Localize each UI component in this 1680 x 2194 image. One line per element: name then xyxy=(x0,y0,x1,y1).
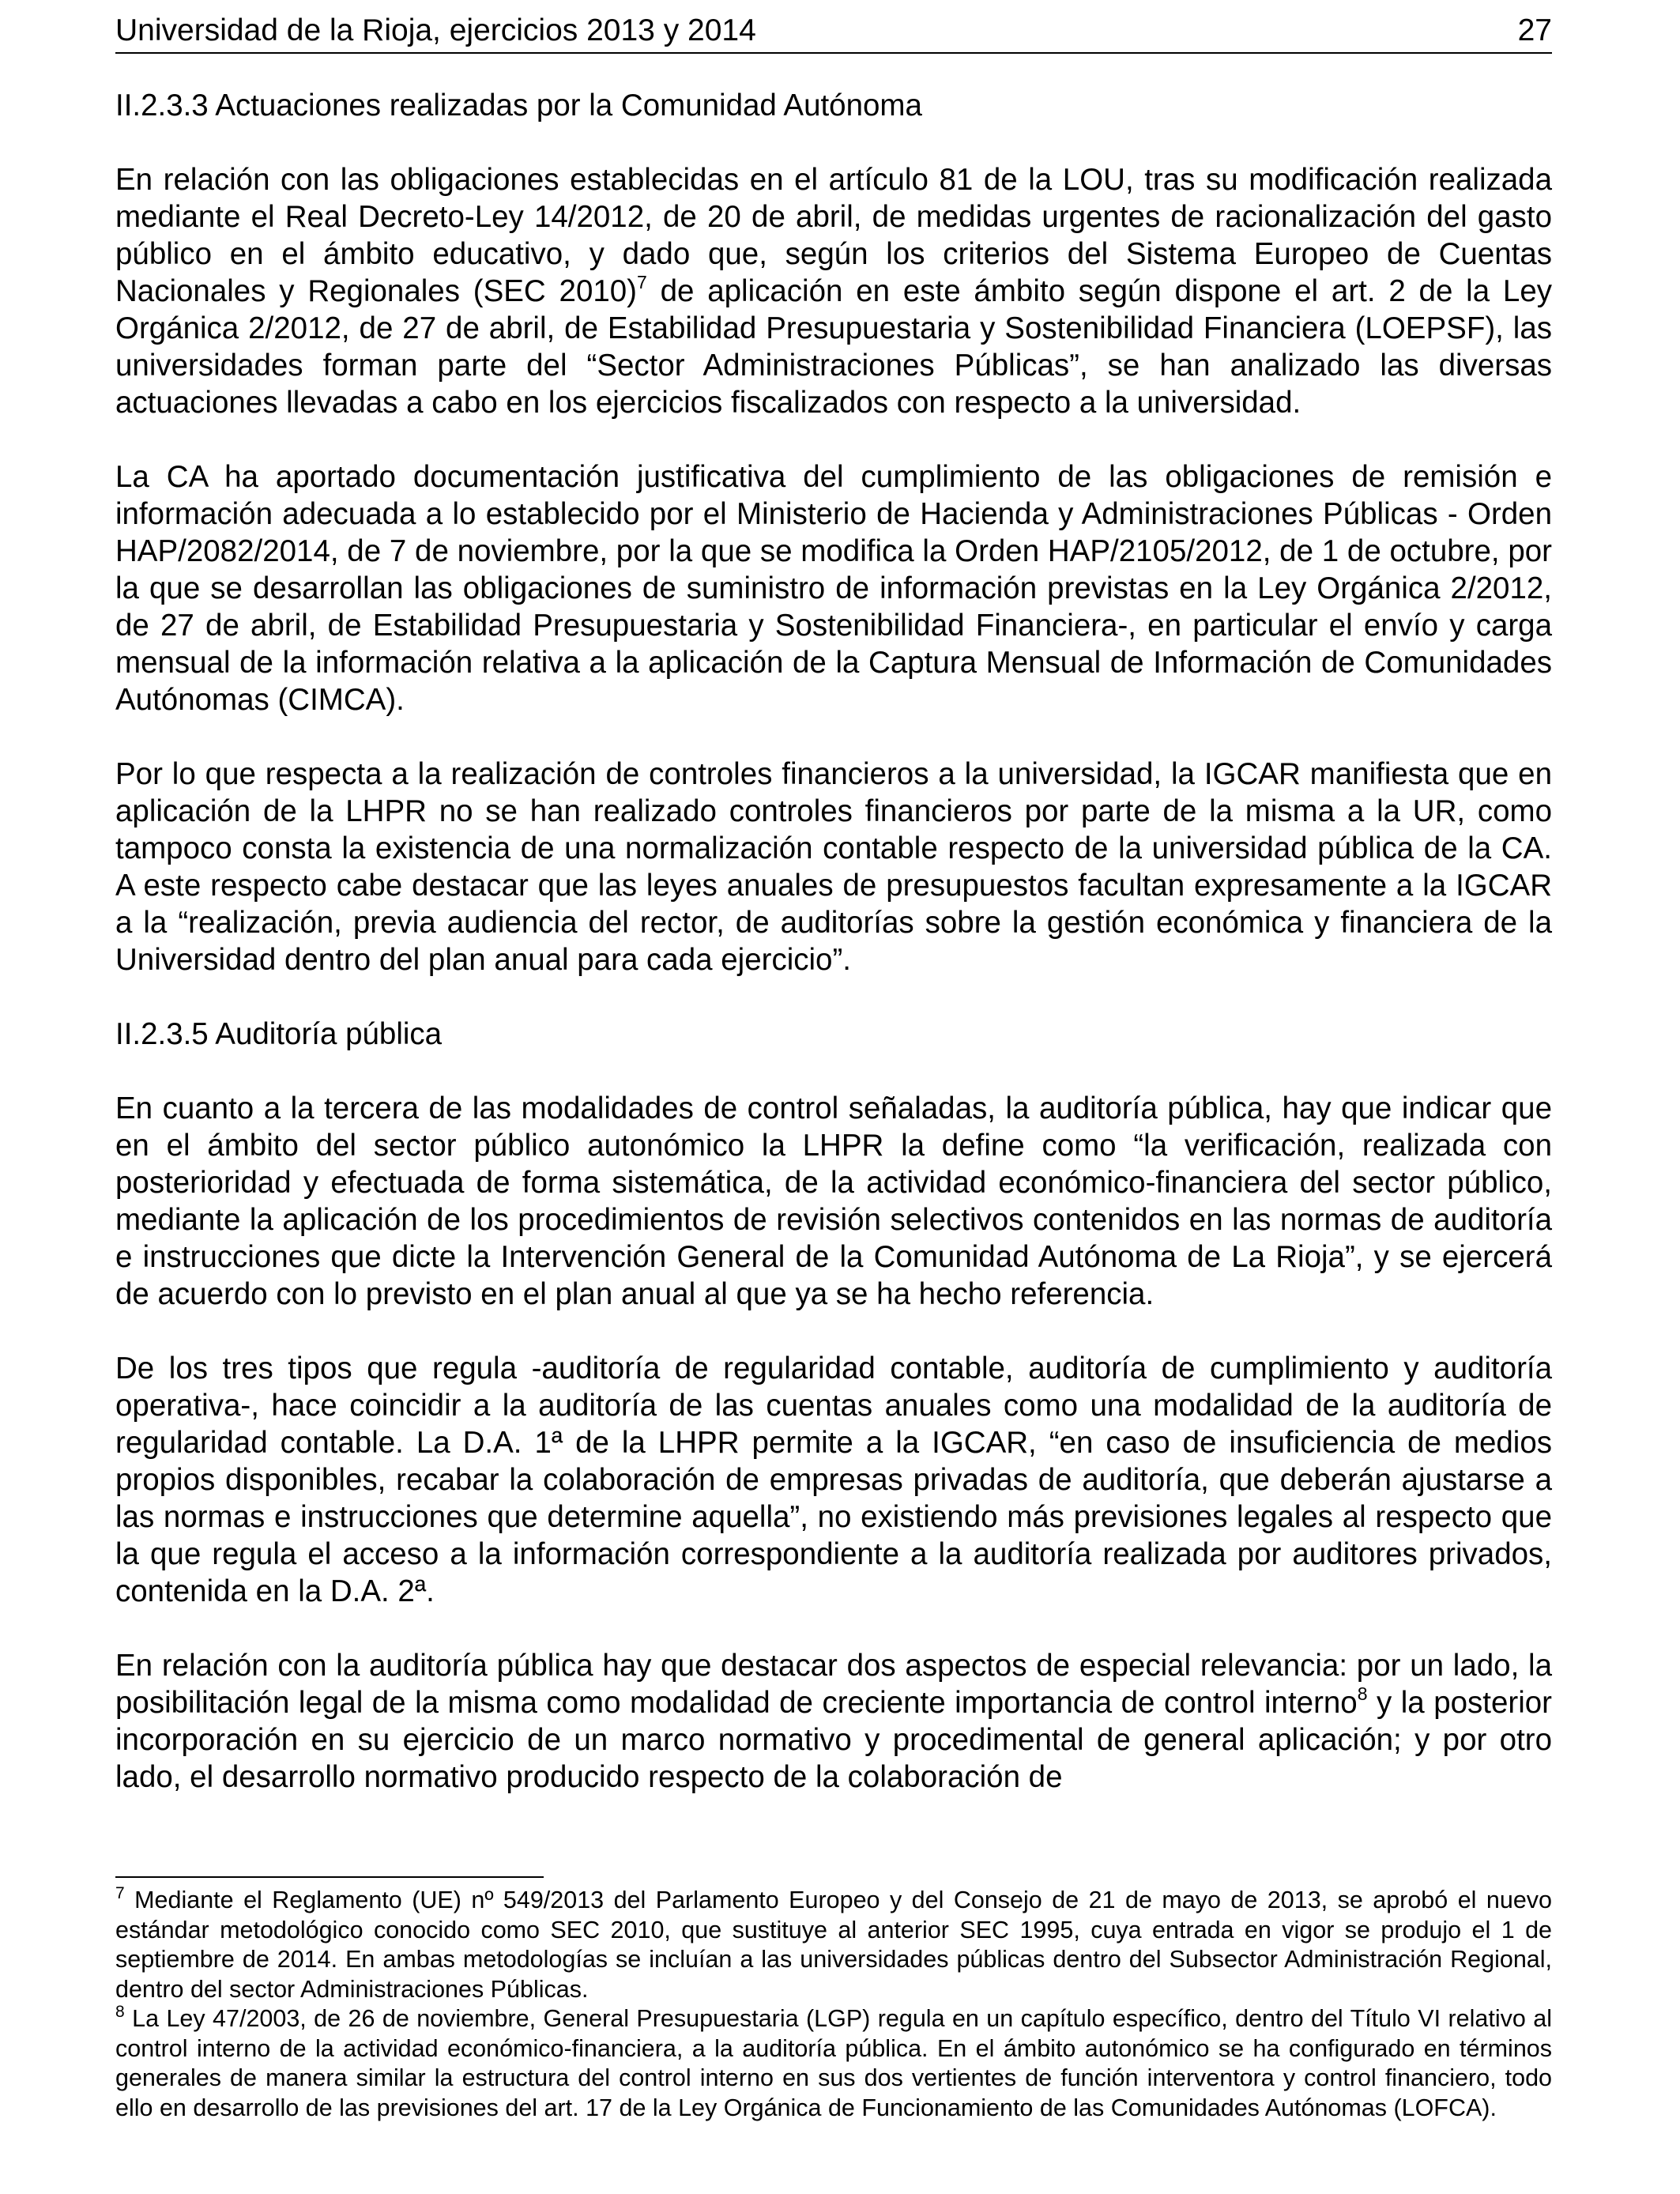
footnote-number: 8 xyxy=(115,2003,125,2021)
paragraph: La CA ha aportado documentación justificativa del cumplimiento de las obligaciones de remisión e información adecuada a lo establecido por el Ministerio de Hacienda y Administraciones Públicas - Orden HAP/2082/2014, de 7 de noviembre, por la que se modifica la Orden HAP/2105/2012, de 1 de octubre, por la que se desarrollan las obligaciones de suministro de información previstas en la Ley Orgánica 2/2012, de 27 de abril, de Estabilidad Presupuestaria y Sostenibilidad Financiera-, en particular el envío y carga mensual de la información relativa a la aplicación de la Captura Mensual de Información de Comunidades Autónomas (CIMCA). xyxy=(115,460,1552,717)
paragraph: De los tres tipos que regula -auditoría de regularidad contable, auditoría de cumplimiento y auditoría operativa-, hace coincidir a la auditoría de las cuentas anuales como una modalidad de la auditoría de regularidad contable. La D.A. 1ª de la LHPR permite a la IGCAR, “en caso de insuficiencia de medios propios disponibles, recabar la colaboración de empresas privadas de auditoría, que deberán ajustarse a las normas e instrucciones que determine aquella”, no existiendo más previsiones legales al respecto que la que regula el acceso a la información correspondiente a la auditoría realizada por auditores privados, contenida en la D.A. 2ª. xyxy=(115,1351,1552,1608)
paragraph-text: En relación con las obligaciones establecidas en el artículo 81 de la LOU, tras su modificación realizada mediante el Real Decreto-Ley 14/2012, de 20 de abril, de medidas urgentes de racionalización del gasto público en el ámbito educativo, y dado que, según los criterios del Sistema Europeo de Cuentas Nacionales y Regionales (SEC 2010) xyxy=(115,163,1552,308)
paragraph: En cuanto a la tercera de las modalidades de control señaladas, la auditoría pública, hay que indicar que en el ámbito del sector público autonómico la LHPR la define como “la verificación, realizada con posterioridad y efectuada de forma sistemática, de la actividad económico-financiera del sector público, mediante la aplicación de los procedimientos de revisión selectivos contenidos en las normas de auditoría e instrucciones que dicte la Intervención General de la Comunidad Autónoma de La Rioja”, y se ejercerá de acuerdo con lo previsto en el plan anual al que ya se ha hecho referencia. xyxy=(115,1091,1552,1311)
paragraph-text: de aplicación en este ámbito según dispone el art. 2 de la Ley Orgánica 2/2012, de 27 de abril, de Estabilidad Presupuestaria y Sostenibilidad Financiera (LOEPSF), las universidades forman parte del “Sector Administraciones Públicas”, se han analizado las diversas actuaciones llevadas a cabo en los ejercicios fiscalizados con respecto a la universidad. xyxy=(115,274,1552,420)
page-header xyxy=(115,11,1552,54)
footnote-text: Mediante el Reglamento (UE) nº 549/2013 del Parlamento Europeo y del Consejo de 21 de mayo de 2013, se aprobó el nuevo estándar metodológico conocido como SEC 2010, que sustituye al anterior SEC 1995, cuya entrada en vigor se produjo el 1 de septiembre de 2014. En ambas metodologías se incluían a las universidades públicas dentro del Subsector Administración Regional, dentro del sector Administraciones Públicas. xyxy=(115,1887,1552,2003)
body-text xyxy=(115,87,1552,1833)
footnote-ref: 7 xyxy=(637,272,647,292)
paragraph xyxy=(115,1647,1552,1796)
header-title: Universidad de la Rioja, ejercicios 2013 y 2014 xyxy=(115,13,756,47)
footnote xyxy=(115,1886,1552,2004)
footnote-separator xyxy=(115,1876,544,1878)
page-number: 27 xyxy=(1517,13,1552,47)
footnote-ref: 8 xyxy=(1357,1683,1368,1704)
paragraph: Por lo que respecta a la realización de controles financieros a la universidad, la IGCAR manifiesta que en aplicación de la LHPR no se han realizado controles financieros por parte de la misma a la UR, como tampoco consta la existencia de una normalización contable respecto de la universidad pública de la CA. A este respecto cabe destacar que las leyes anuales de presupuestos facultan expresamente a la IGCAR a la “realización, previa audiencia del rector, de auditorías sobre la gestión económica y financiera de la Universidad dentro del plan anual para cada ejercicio”. xyxy=(115,757,1552,977)
paragraph-text: y la posterior incorporación en su ejercicio de un marco normativo y procedimental de general aplicación; y por otro lado, el desarrollo normativo producido respecto de la colaboración de xyxy=(115,1686,1552,1794)
section-heading-actuaciones: II.2.3.3 Actuaciones realizadas por la Comunidad Autónoma xyxy=(115,89,922,123)
footnote-number: 7 xyxy=(115,1884,125,1902)
footnotes xyxy=(115,1886,1552,2123)
paragraph-text: En relación con la auditoría pública hay que destacar dos aspectos de especial relevancia: por un lado, la posibilitación legal de la misma como modalidad de creciente importancia de control interno xyxy=(115,1649,1552,1720)
footnote xyxy=(115,2004,1552,2123)
section-heading-auditoria: II.2.3.5 Auditoría pública xyxy=(115,1017,443,1051)
footnote-text: La Ley 47/2003, de 26 de noviembre, General Presupuestaria (LGP) regula en un capítulo específico, dentro del Título VI relativo al control interno de la actividad económico-financiera, a la auditoría pública. En el ámbito autonómico se ha configurado en términos generales de manera similar la estructura del control interno en sus dos vertientes de función interventora y control financiero, todo ello en desarrollo de las previsiones del art. 17 de la Ley Orgánica de Funcionamiento de las Comunidades Autónomas (LOFCA). xyxy=(115,2005,1552,2121)
paragraph xyxy=(115,161,1552,421)
